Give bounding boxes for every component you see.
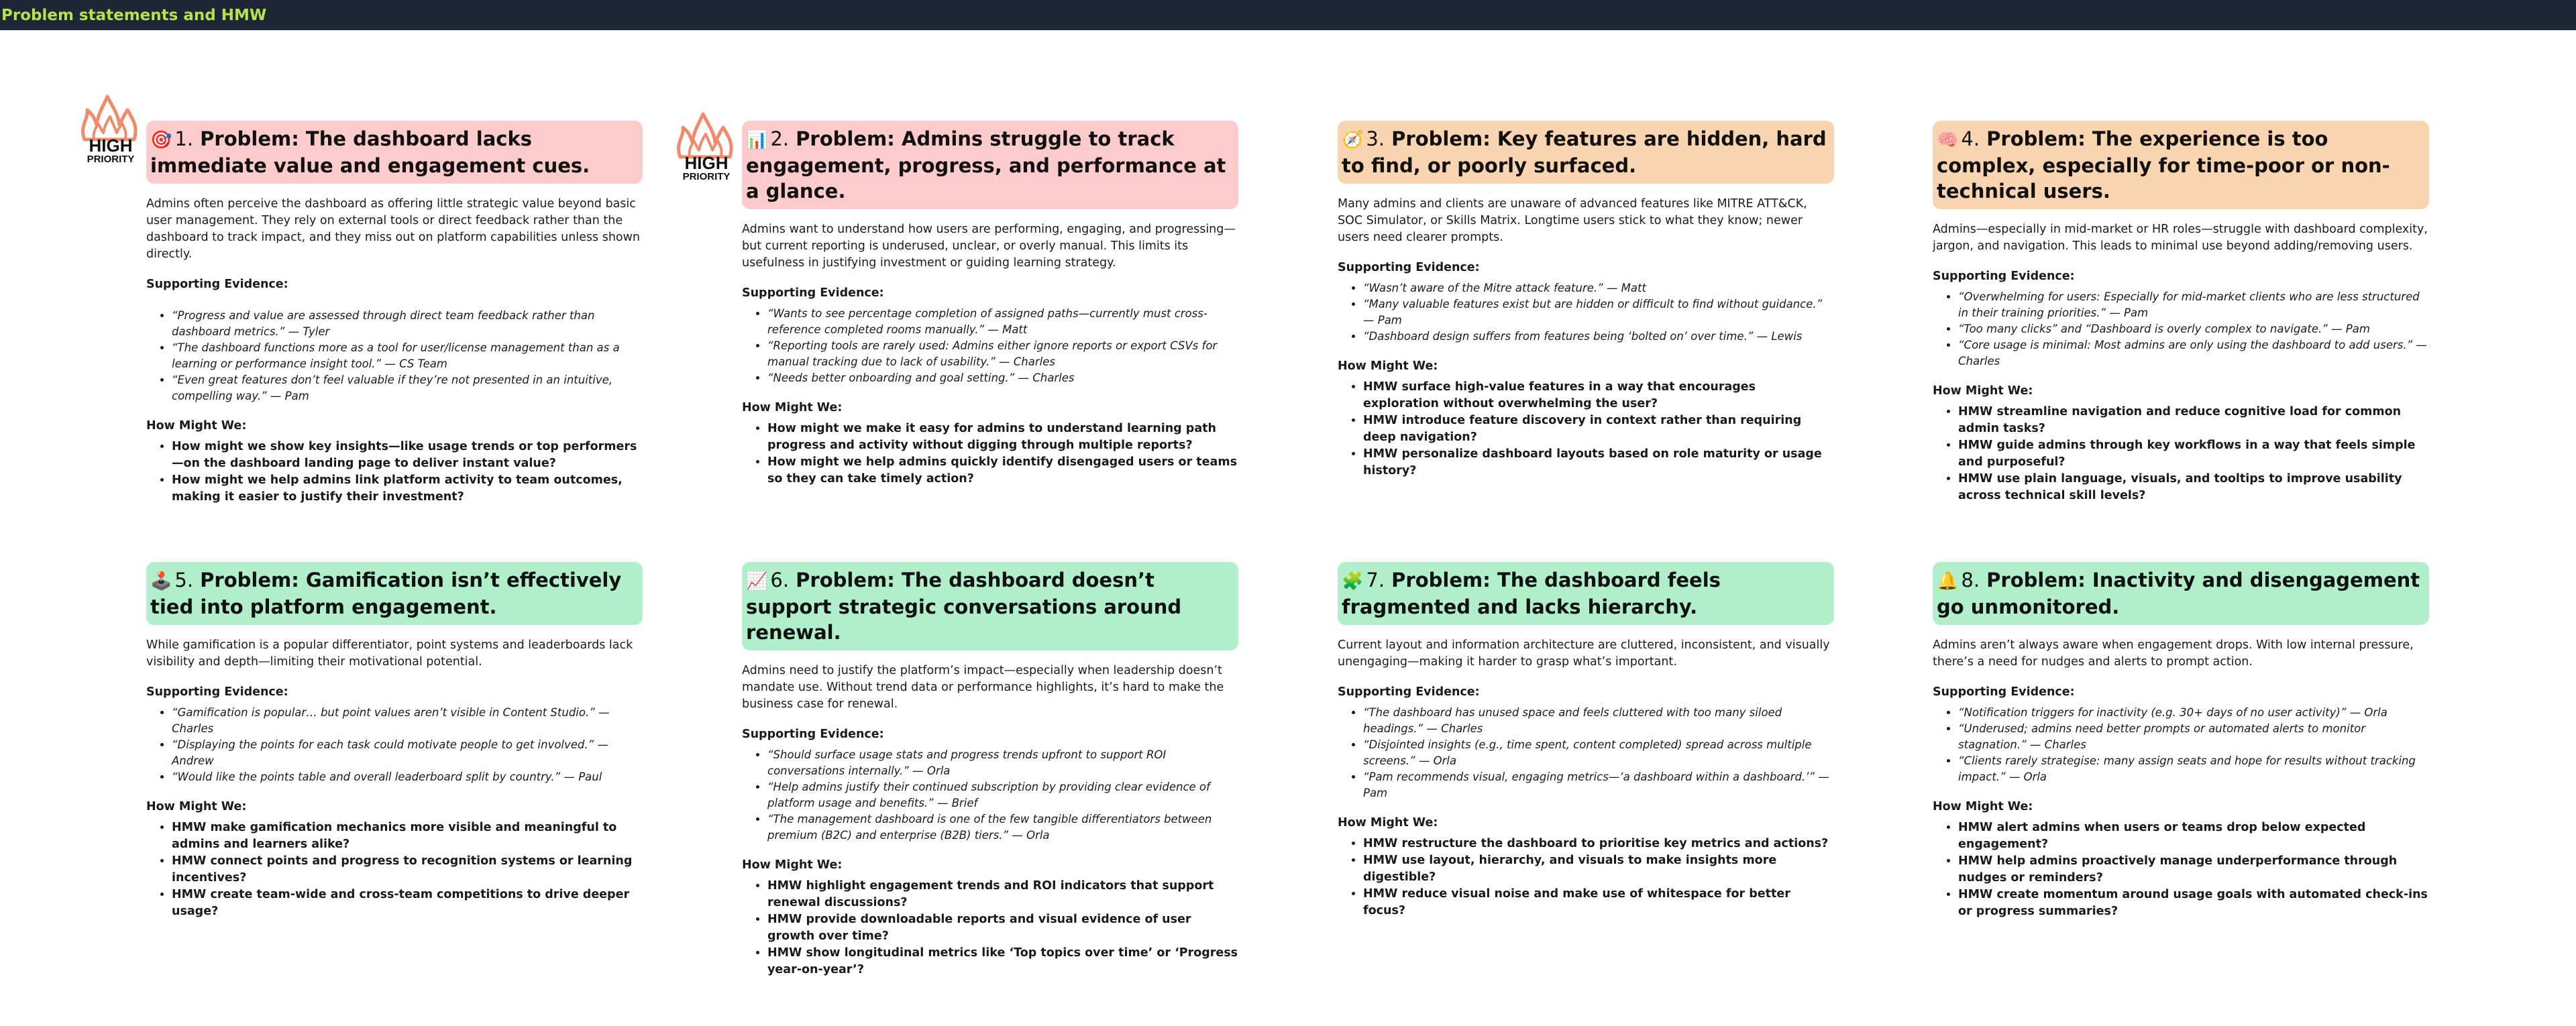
card-title: Problem: Admins struggle to track engagement, progress, and performance at a glance. [746, 127, 1226, 203]
hmw-item: • HMW create team-wide and cross-team competitions to drive deeper usage? [172, 887, 643, 920]
evidence-label: Supporting Evidence: [742, 728, 884, 741]
flame-icon [74, 94, 148, 168]
top-bar [0, 0, 2576, 30]
card-title: Problem: The dashboard doesn’t support strategic conversations around renewal. [746, 569, 1182, 644]
hmw-label: How Might We: [1933, 800, 2033, 813]
card-description: Admins want to understand how users are performing, engaging, and progressing—but current reporting is underused, unclear, or overly manual. This limits its usefulness in justifying investment or guiding learning strategy. [742, 223, 1236, 270]
card-description: Many admins and clients are unaware of advanced features like MITRE ATT&CK, SOC Simulator, or Skills Matrix. Longtime users stick to what they know; newer users need clearer prompts. [1338, 197, 1807, 244]
hmw-item: • HMW highlight engagement trends and ROI indicators that support renewal discussions? [767, 878, 1238, 911]
hmw-item: • HMW use plain language, visuals, and tooltips to improve usability across technical skill levels? [1958, 471, 2429, 504]
problem-card-6 [742, 562, 1238, 978]
hmw-list [146, 439, 643, 506]
problem-card-1 [146, 121, 643, 506]
card-title: Problem: The dashboard lacks immediate value and engagement cues. [150, 127, 590, 177]
hmw-item: • How might we help admins link platform activity to team outcomes, making it easier to justify their investment? [172, 472, 643, 506]
hmw-item: • HMW alert admins when users or teams drop below expected engagement? [1958, 819, 2429, 853]
high-priority-badge [74, 94, 148, 168]
card-header [1338, 121, 1834, 184]
page-title: Problem statements and HMW [1, 6, 267, 24]
evidence-item: • “Help admins justify their continued subscription by providing clear evidence of platform usage and benefits.” — Brief [767, 779, 1238, 811]
badge-line2: PRIORITY [682, 171, 731, 182]
evidence-item: • “Clients rarely strategise: many assign seats and hope for results without tracking impact.” — Orla [1958, 753, 2429, 785]
evidence-item: • “Reporting tools are rarely used: Admins either ignore reports or export CSVs for manual tracking due to lack of usability.” — Charles [767, 338, 1238, 370]
evidence-item: • “Dashboard design suffers from features being ‘bolted on’ over time.” — Lewis [1363, 329, 1834, 345]
hmw-label: How Might We: [742, 858, 843, 872]
hmw-item: • HMW use layout, hierarchy, and visuals to make insights more digestible? [1363, 852, 1834, 886]
card-title: Problem: The dashboard feels fragmented and lacks hierarchy. [1342, 569, 1721, 618]
hmw-list [146, 819, 643, 920]
hmw-label: How Might We: [1933, 384, 2033, 398]
puzzle-icon: 🧩 [1342, 571, 1364, 591]
evidence-list [1933, 289, 2429, 369]
problem-card-7 [1338, 562, 1834, 919]
card-description: Admins often perceive the dashboard as offering little strategic value beyond basic user management. They rely on external tools or direct feedback rather than the dashboard to track impact, and they miss out on platform capabilities unless shown directly. [146, 197, 641, 261]
evidence-list [146, 308, 643, 404]
evidence-list [1933, 705, 2429, 785]
card-number: 8. [1961, 569, 1980, 591]
evidence-item: • “Notification triggers for inactivity (e.g. 30+ days of no user activity)” — Orla [1958, 705, 2429, 721]
hmw-item: • HMW introduce feature discovery in context rather than requiring deep navigation? [1363, 412, 1834, 446]
evidence-list [1338, 280, 1834, 345]
bell-icon: 🔔 [1937, 571, 1959, 591]
joystick-icon: 🕹️ [150, 571, 172, 591]
evidence-item: • “The management dashboard is one of the few tangible differentiators between premium (B2C) and enterprise (B2B) tiers.” — Orla [767, 811, 1238, 844]
hmw-list [742, 878, 1238, 978]
evidence-item: • “Even great features don’t feel valuable if they’re not presented in an intuitive, compelling way.” — Pam [172, 372, 643, 404]
problem-card-2 [742, 121, 1238, 488]
evidence-item: • “Would like the points table and overall leaderboard split by country.” — Paul [172, 769, 643, 785]
hmw-item: • How might we show key insights—like usage trends or top performers—on the dashboard landing page to deliver instant value? [172, 439, 643, 472]
card-title: Problem: Key features are hidden, hard to find, or poorly surfaced. [1342, 127, 1827, 177]
card-number: 4. [1961, 127, 1980, 150]
hmw-item: • How might we make it easy for admins to understand learning path progress and activity without digging through multiple reports? [767, 420, 1238, 454]
card-number: 1. [174, 127, 194, 150]
evidence-item: • “Many valuable features exist but are hidden or difficult to find without guidance.” — Pam [1363, 296, 1834, 329]
evidence-item: • “The dashboard has unused space and feels cluttered with too many siloed headings.” — Charles [1363, 705, 1834, 737]
card-title: Problem: Gamification isn’t effectively tied into platform engagement. [150, 569, 622, 618]
card-header [742, 562, 1238, 650]
hmw-item: • HMW create momentum around usage goals with automated check-ins or progress summaries? [1958, 887, 2429, 920]
badge-line1: HIGH [89, 135, 133, 156]
hmw-list [1338, 836, 1834, 919]
card-header [1933, 562, 2429, 625]
evidence-item: • “Progress and value are assessed through direct team feedback rather than dashboard metrics.” — Tyler [172, 308, 643, 340]
evidence-list [1338, 705, 1834, 801]
bar-chart-icon: 📊 [746, 130, 768, 150]
card-title: Problem: The experience is too complex, especially for time-poor or non-technical users. [1937, 127, 2390, 203]
evidence-item: • “Wasn’t aware of the Mitre attack feature.” — Matt [1363, 280, 1834, 296]
evidence-label: Supporting Evidence: [146, 685, 288, 699]
card-description: Admins aren’t always aware when engagement drops. With low internal pressure, there’s a need for nudges and alerts to prompt action. [1933, 638, 2414, 669]
hmw-item: • HMW guide admins through key workflows in a way that feels simple and purposeful? [1958, 437, 2429, 471]
card-number: 3. [1366, 127, 1385, 150]
evidence-item: • “Pam recommends visual, engaging metrics—‘a dashboard within a dashboard.’” — Pam [1363, 769, 1834, 801]
evidence-list [146, 705, 643, 785]
card-number: 6. [770, 569, 790, 591]
evidence-label: Supporting Evidence: [146, 278, 288, 291]
hmw-item: • HMW show longitudinal metrics like ‘Top topics over time’ or ‘Progress year-on-year’? [767, 945, 1238, 978]
card-description: Admins need to justify the platform’s impact—especially when leadership doesn’t mandate use. Without trend data or performance highlights, it’s hard to make the business case for renewal. [742, 664, 1224, 711]
brain-icon: 🧠 [1937, 130, 1959, 150]
evidence-item: • “Too many clicks” and “Dashboard is overly complex to navigate.” — Pam [1958, 321, 2429, 337]
problem-card-3 [1338, 121, 1834, 479]
hmw-item: • HMW surface high-value features in a way that encourages exploration without overwhelming the user? [1363, 379, 1834, 412]
evidence-item: • “Wants to see percentage completion of assigned paths—currently must cross-reference completed rooms manually.” — Matt [767, 306, 1238, 338]
hmw-label: How Might We: [146, 419, 247, 433]
hmw-item: • HMW connect points and progress to recognition systems or learning incentives? [172, 853, 643, 887]
target-icon: 🎯 [150, 130, 172, 150]
card-number: 7. [1366, 569, 1385, 591]
evidence-label: Supporting Evidence: [1338, 685, 1480, 699]
hmw-list [1933, 404, 2429, 504]
card-description: Admins—especially in mid-market or HR roles—struggle with dashboard complexity, jargon, and navigation. This leads to minimal use beyond adding/removing users. [1933, 223, 2428, 253]
evidence-item: • “Should surface usage stats and progress trends upfront to support ROI conversations internally.” — Orla [767, 747, 1238, 779]
evidence-item: • “Core usage is minimal: Most admins are only using the dashboard to add users.” — Charles [1958, 337, 2429, 369]
hmw-item: • HMW reduce visual noise and make use of whitespace for better focus? [1363, 886, 1834, 919]
evidence-list [742, 306, 1238, 386]
trend-chart-icon: 📈 [746, 571, 768, 591]
evidence-list [742, 747, 1238, 844]
hmw-list [1338, 379, 1834, 479]
hmw-item: • How might we help admins quickly identify disengaged users or teams so they can take timely action? [767, 454, 1238, 488]
card-header [742, 121, 1238, 209]
evidence-label: Supporting Evidence: [1933, 685, 2075, 699]
high-priority-badge [669, 111, 743, 185]
evidence-item: • “Underused; admins need better prompts or automated alerts to monitor stagnation.” — Charles [1958, 721, 2429, 753]
hmw-item: • HMW make gamification mechanics more visible and meaningful to admins and learners alike? [172, 819, 643, 853]
hmw-label: How Might We: [1338, 816, 1438, 830]
hmw-item: • HMW personalize dashboard layouts based on role maturity or usage history? [1363, 446, 1834, 479]
evidence-label: Supporting Evidence: [1933, 270, 2075, 283]
hmw-list [742, 420, 1238, 488]
evidence-item: • “The dashboard functions more as a tool for user/license management than as a learning or performance insight tool.” — CS Team [172, 340, 643, 372]
evidence-label: Supporting Evidence: [742, 286, 884, 300]
evidence-item: • “Overwhelming for users: Especially for mid-market clients who are less structured in their training priorities.” — Pam [1958, 289, 2429, 321]
card-header [146, 121, 643, 184]
hmw-item: • HMW help admins proactively manage underperformance through nudges or reminders? [1958, 853, 2429, 887]
compass-icon: 🧭 [1342, 130, 1364, 150]
hmw-item: • HMW provide downloadable reports and visual evidence of user growth over time? [767, 911, 1238, 945]
evidence-item: • “Needs better onboarding and goal setting.” — Charles [767, 370, 1238, 386]
card-header [1338, 562, 1834, 625]
card-header [146, 562, 643, 625]
card-description: Current layout and information architecture are cluttered, inconsistent, and visually unengaging—making it harder to grasp what’s important. [1338, 638, 1830, 669]
card-description: While gamification is a popular differentiator, point systems and leaderboards lack visibility and depth—limiting their motivational potential. [146, 638, 633, 669]
evidence-label: Supporting Evidence: [1338, 261, 1480, 274]
card-number: 2. [770, 127, 790, 150]
card-title: Problem: Inactivity and disengagement go unmonitored. [1937, 569, 2420, 618]
badge-line2: PRIORITY [87, 154, 135, 165]
hmw-list [1933, 819, 2429, 920]
evidence-item: • “Displaying the points for each task could motivate people to get involved.” — Andrew [172, 737, 643, 769]
hmw-item: • HMW restructure the dashboard to prioritise key metrics and actions? [1363, 836, 1834, 852]
hmw-label: How Might We: [1338, 359, 1438, 373]
problem-card-8 [1933, 562, 2429, 920]
hmw-label: How Might We: [146, 800, 247, 813]
flame-icon [669, 111, 743, 185]
evidence-item: • “Gamification is popular… but point values aren’t visible in Content Studio.” — Charles [172, 705, 643, 737]
problem-card-4 [1933, 121, 2429, 504]
hmw-label: How Might We: [742, 401, 843, 414]
card-number: 5. [174, 569, 194, 591]
badge-line1: HIGH [684, 153, 729, 173]
hmw-item: • HMW streamline navigation and reduce cognitive load for common admin tasks? [1958, 404, 2429, 437]
card-header [1933, 121, 2429, 209]
problem-card-5 [146, 562, 643, 920]
evidence-item: • “Disjointed insights (e.g., time spent, content completed) spread across multiple screens.” — Orla [1363, 737, 1834, 769]
